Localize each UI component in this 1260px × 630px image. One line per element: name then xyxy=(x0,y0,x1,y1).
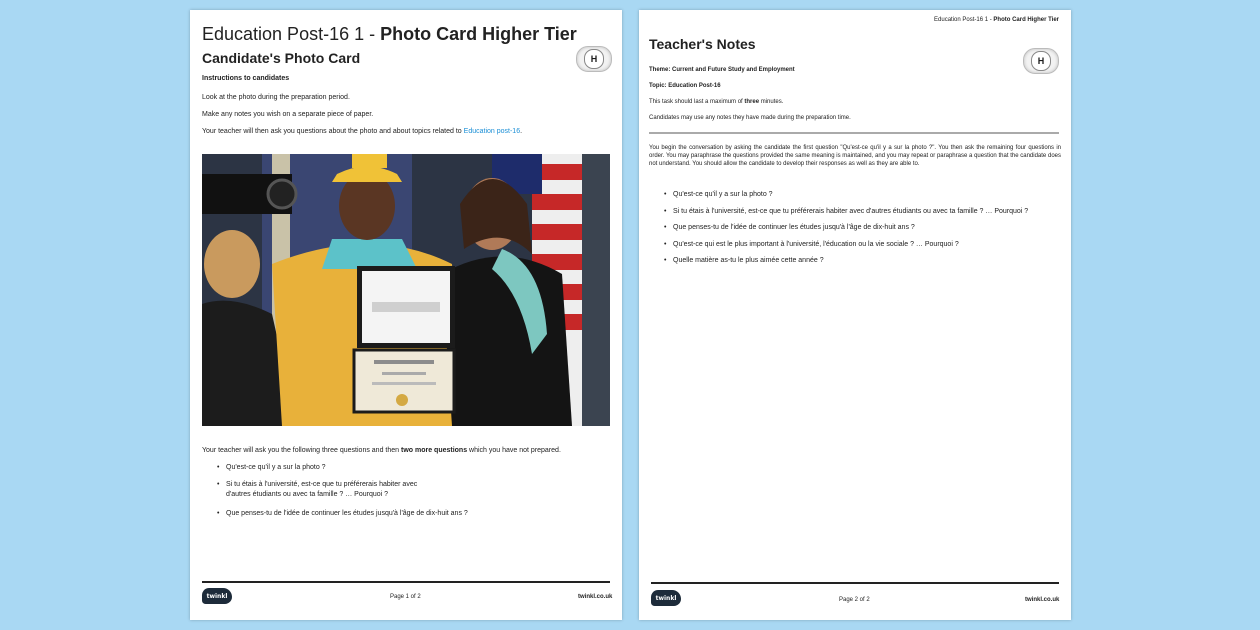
topic-link[interactable]: Education post-16 xyxy=(463,128,521,135)
section-divider xyxy=(649,132,1059,134)
theme-label: Theme: Current and Future Study and Employment xyxy=(649,67,795,73)
questions-intro: Your teacher will ask you the following three questions and then two more questions which you have not prepared. xyxy=(202,447,561,454)
instructions-heading: Instructions to candidates xyxy=(202,75,290,82)
graduation-photo xyxy=(202,154,610,426)
higher-tier-badge: H xyxy=(1023,48,1059,74)
instruction-text: Look at the photo during the preparation period. xyxy=(202,94,350,101)
running-header: Education Post-16 1 - Photo Card Higher Tier xyxy=(934,17,1059,23)
instruction-text: Make any notes you wish on a separate piece of paper. xyxy=(202,111,374,118)
duration-note: This task should last a maximum of three minutes. xyxy=(649,99,784,105)
page-number: Page 1 of 2 xyxy=(390,594,421,600)
question-item-continued: d'autres étudiants ou avec ta famille ? … Pourquoi ? xyxy=(226,491,389,498)
instruction-text: Your teacher will then ask you questions about the photo and about topics related to Education post-16. xyxy=(202,128,523,135)
question-item: • Que penses-tu de l'idée de continuer les études jusqu'à l'âge de dix-huit ans ? xyxy=(673,223,915,232)
twinkl-logo: twinkl xyxy=(651,590,681,606)
site-url[interactable]: twinkl.co.uk xyxy=(578,594,613,600)
question-item: • Quelle matière as-tu le plus aimée cette année ? xyxy=(673,256,824,265)
question-item: • Qu'est-ce qu'il y a sur la photo ? xyxy=(226,463,326,472)
topic-label: Topic: Education Post-16 xyxy=(649,83,721,89)
document-title: Education Post-16 1 - Photo Card Higher Tier xyxy=(202,24,577,44)
page-number: Page 2 of 2 xyxy=(839,597,870,603)
twinkl-logo: twinkl xyxy=(202,588,232,604)
document-page-2 xyxy=(639,10,1071,620)
question-item: • Si tu étais à l'université, est-ce que tu préférerais habiter avec d'autres étudiants ou avec ta famille ? … Pourquoi ? xyxy=(673,207,1053,216)
higher-tier-badge: H xyxy=(576,46,612,72)
teacher-instructions: You begin the conversation by asking the candidate the first question "Qu'est-ce qu'il y a sur la photo ?". You then ask the remaining four questions in order. You may paraphrase the questions provided the same meaning is maintained, and you may repeat or paraphrase a question that the candidate does not understand. You should allow the candidate to develop their responses as well as they are able to. xyxy=(649,145,1061,167)
page-heading: Teacher's Notes xyxy=(649,36,756,52)
question-item: • Si tu étais à l'université, est-ce que tu préférerais habiter avec xyxy=(226,480,417,489)
document-page-1 xyxy=(190,10,622,620)
notes-line: Candidates may use any notes they have made during the preparation time. xyxy=(649,115,851,121)
footer-divider xyxy=(202,581,610,583)
footer-divider xyxy=(651,582,1059,584)
question-item: • Qu'est-ce qu'il y a sur la photo ? xyxy=(673,190,773,199)
site-url[interactable]: twinkl.co.uk xyxy=(1025,597,1060,603)
question-item: • Que penses-tu de l'idée de continuer les études jusqu'à l'âge de dix-huit ans ? xyxy=(226,509,468,518)
question-item: • Qu'est-ce qui est le plus important à l'université, l'éducation ou la vie sociale ? … Pourquoi ? xyxy=(673,240,959,249)
page-heading: Candidate's Photo Card xyxy=(202,50,361,66)
